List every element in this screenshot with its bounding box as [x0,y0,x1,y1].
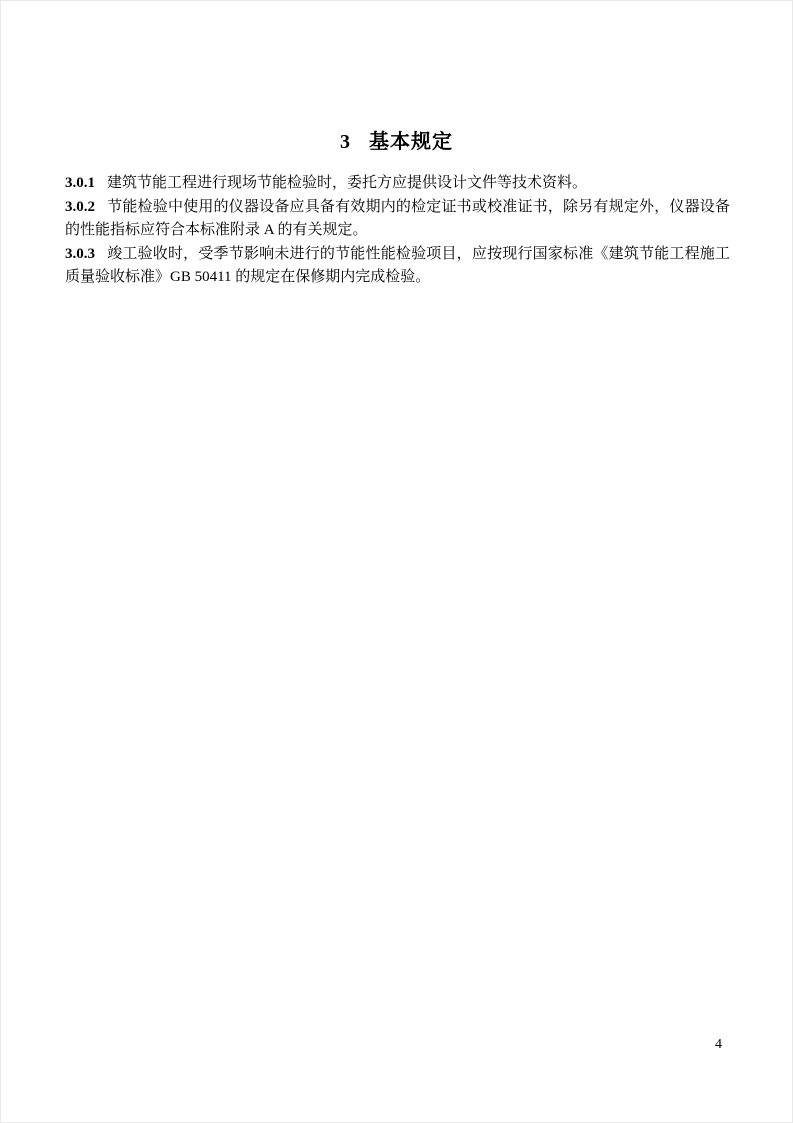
clause-paragraph [65,172,730,196]
clause-number: 3.0.3 [65,245,95,262]
clause-paragraph [65,196,730,243]
clause-paragraph [65,243,730,290]
section-heading [1,1,792,155]
clause-text: 建筑节能工程进行现场节能检验时，委托方应提供设计文件等技术资料。 [107,175,588,191]
clause-number: 3.0.1 [65,175,95,191]
section-heading-title: 基本规定 [369,129,453,153]
section-heading-number: 3 [340,131,351,153]
clause-number: 3.0.2 [65,198,95,215]
page-number: 4 [715,1037,722,1052]
clause-text: 竣工验收时，受季节影响未进行的节能性能检验项目，应按现行国家标准《建筑节能工程施工质量验收标准》GB 50411 的规定在保修期内完成检验。 [65,245,730,285]
document-body [65,172,730,290]
clause-text: 节能检验中使用的仪器设备应具备有效期内的检定证书或校准证书，除另有规定外，仪器设备的性能指标应符合本标准附录 A 的有关规定。 [65,198,730,238]
